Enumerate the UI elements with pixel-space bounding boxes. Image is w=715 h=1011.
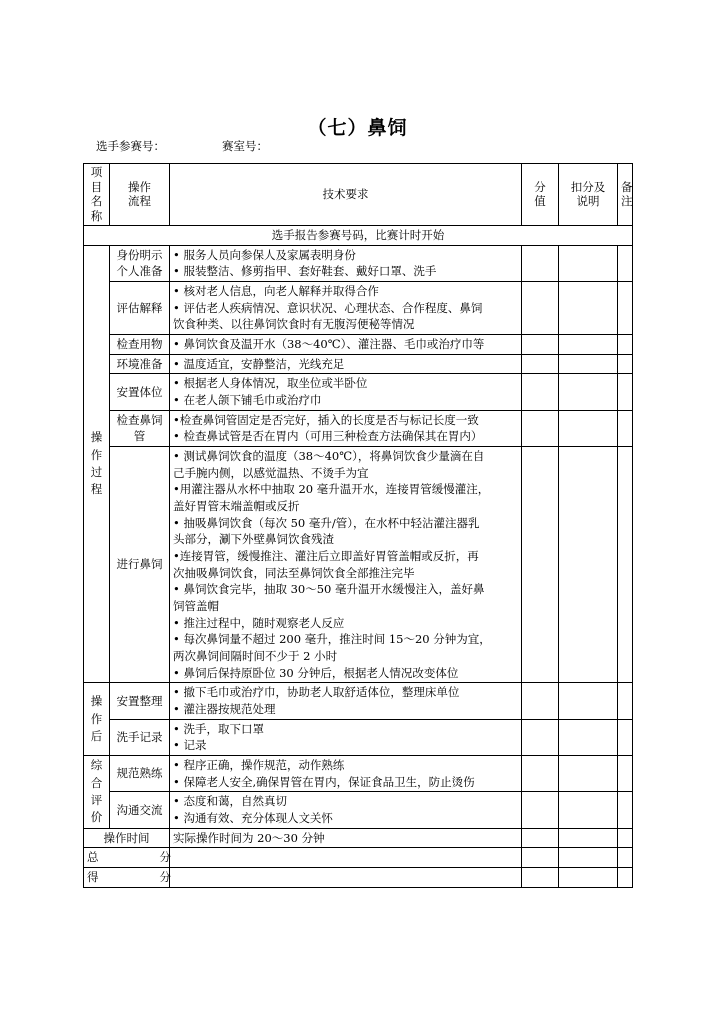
evaluation-table bbox=[83, 163, 633, 888]
remark-cell[interactable] bbox=[618, 868, 633, 888]
remark-cell[interactable] bbox=[618, 683, 633, 719]
score-cell[interactable] bbox=[522, 245, 559, 281]
remark-cell[interactable] bbox=[618, 374, 633, 410]
operation-time-label: 操作时间 bbox=[84, 828, 170, 848]
header-technical-requirements: 技术要求 bbox=[170, 164, 522, 226]
score-cell[interactable] bbox=[522, 868, 559, 888]
table-footer-row bbox=[84, 828, 633, 848]
remark-cell[interactable] bbox=[618, 410, 633, 446]
deduction-cell[interactable] bbox=[559, 334, 618, 354]
deduction-cell[interactable] bbox=[559, 756, 618, 792]
score-cell[interactable] bbox=[522, 719, 559, 755]
obtained-score-value[interactable] bbox=[170, 868, 522, 888]
requirement-cell: • 鼻饲饮食及温开水（38～40℃）、灌注器、毛巾或治疗巾等 bbox=[170, 334, 522, 354]
operation-time-value: 实际操作时间为 20～30 分钟 bbox=[170, 828, 522, 848]
remark-cell[interactable] bbox=[618, 848, 633, 868]
score-cell[interactable] bbox=[522, 410, 559, 446]
requirement-cell: • 态度和蔼，自然真切 • 沟通有效、充分体现人文关怀 bbox=[170, 792, 522, 828]
table-row bbox=[84, 792, 633, 828]
process-name: 沟通交流 bbox=[110, 792, 170, 828]
room-number-label: 赛室号： bbox=[222, 139, 268, 153]
requirement-cell: • 测试鼻饲饮食的温度（38～40℃），将鼻饲饮食少量滴在自 己手腕内侧，以感觉温热、不烫手为宜 •用灌注器从水杯中抽取 20 毫升温开水，连接胃管缓慢灌注， 盖好胃管末端盖帽或反折 • 抽吸鼻饲饮食（每次 50 毫升/管），在水杯中轻沾灌注器乳 头部分，涮下外壁鼻饲饮食残渣 •连接胃管，缓慢推注、灌注后立即盖好胃管盖帽或反折，再 次抽吸鼻饲饮食，同法至鼻饲饮食全部推注完毕 • 鼻饲饮食完毕，抽取 30～50 毫升温开水缓慢注入，盖好鼻 饲管盖帽 • 推注过程中，随时观察老人反应 • 每次鼻饲量不超过 200 毫升，推注时间 15～20 分钟为宜， 两次鼻饲间隔时间不少于 2 小时 • 鼻饲后保持原卧位 30 分钟后，根据老人情况改变体位 bbox=[170, 446, 522, 682]
requirement-cell: • 服务人员向参保人及家属表明身份 • 服装整洁、修剪指甲、套好鞋套、戴好口罩、洗手 bbox=[170, 245, 522, 281]
process-name: 检查用物 bbox=[110, 334, 170, 354]
player-number-label: 选手参赛号： bbox=[96, 139, 165, 153]
table-row bbox=[84, 756, 633, 792]
score-cell[interactable] bbox=[522, 683, 559, 719]
deduction-cell[interactable] bbox=[559, 245, 618, 281]
score-cell[interactable] bbox=[522, 756, 559, 792]
table-row bbox=[84, 410, 633, 446]
table-row bbox=[84, 245, 633, 281]
total-score-value[interactable] bbox=[170, 848, 522, 868]
banner-text: 选手报告参赛号码，比赛计时开始 bbox=[84, 225, 633, 245]
table-row bbox=[84, 683, 633, 719]
table-header-row bbox=[84, 164, 633, 226]
remark-cell[interactable] bbox=[618, 354, 633, 374]
remark-cell[interactable] bbox=[618, 245, 633, 281]
table-row bbox=[84, 374, 633, 410]
remark-cell[interactable] bbox=[618, 281, 633, 334]
process-name: 规范熟练 bbox=[110, 756, 170, 792]
score-cell[interactable] bbox=[522, 374, 559, 410]
deduction-cell[interactable] bbox=[559, 683, 618, 719]
deduction-cell[interactable] bbox=[559, 848, 618, 868]
group-operation-process: 操 作 过 程 bbox=[84, 245, 110, 683]
score-cell[interactable] bbox=[522, 446, 559, 682]
process-name: 进行鼻饲 bbox=[110, 446, 170, 682]
group-comprehensive-evaluation: 综 合 评 价 bbox=[84, 756, 110, 829]
header-project-name: 项目 名称 bbox=[84, 164, 110, 226]
remark-cell[interactable] bbox=[618, 756, 633, 792]
header-score-value: 分 值 bbox=[522, 164, 559, 226]
process-name: 洗手记录 bbox=[110, 719, 170, 755]
deduction-cell[interactable] bbox=[559, 828, 618, 848]
remark-cell[interactable] bbox=[618, 334, 633, 354]
process-name: 评估解释 bbox=[110, 281, 170, 334]
table-row bbox=[84, 334, 633, 354]
score-cell[interactable] bbox=[522, 354, 559, 374]
table-row bbox=[84, 446, 633, 682]
header-remark: 备 注 bbox=[618, 164, 633, 226]
deduction-cell[interactable] bbox=[559, 281, 618, 334]
deduction-cell[interactable] bbox=[559, 410, 618, 446]
score-cell[interactable] bbox=[522, 334, 559, 354]
process-name: 安置整理 bbox=[110, 683, 170, 719]
deduction-cell[interactable] bbox=[559, 446, 618, 682]
requirement-cell: • 洗手，取下口罩 • 记录 bbox=[170, 719, 522, 755]
table-banner-row bbox=[84, 225, 633, 245]
process-name: 检查鼻饲 管 bbox=[110, 410, 170, 446]
score-cell[interactable] bbox=[522, 828, 559, 848]
score-cell[interactable] bbox=[522, 792, 559, 828]
deduction-cell[interactable] bbox=[559, 868, 618, 888]
deduction-cell[interactable] bbox=[559, 719, 618, 755]
score-cell[interactable] bbox=[522, 281, 559, 334]
remark-cell[interactable] bbox=[618, 719, 633, 755]
table-row bbox=[84, 719, 633, 755]
group-after-operation: 操 作 后 bbox=[84, 683, 110, 756]
deduction-cell[interactable] bbox=[559, 354, 618, 374]
page-title: （七）鼻饲 bbox=[307, 117, 408, 139]
header-deduction-explanation: 扣分及 说明 bbox=[559, 164, 618, 226]
requirement-cell: • 根据老人身体情况，取坐位或半卧位 • 在老人颌下铺毛巾或治疗巾 bbox=[170, 374, 522, 410]
requirement-cell: •检查鼻饲管固定是否完好，插入的长度是否与标记长度一致 • 检查鼻试管是否在胃内（可用三种检查方法确保其在胃内） bbox=[170, 410, 522, 446]
process-name: 身份明示 个人准备 bbox=[110, 245, 170, 281]
table-row bbox=[84, 354, 633, 374]
deduction-cell[interactable] bbox=[559, 374, 618, 410]
table-footer-row bbox=[84, 868, 633, 888]
total-score-label: 总 分 bbox=[84, 848, 170, 868]
requirement-cell: • 核对老人信息，向老人解释并取得合作 • 评估老人疾病情况、意识状况、心理状态、合作程度、鼻饲 饮食种类、以往鼻饲饮食时有无腹泻便秘等情况 bbox=[170, 281, 522, 334]
requirement-cell: • 撤下毛巾或治疗巾，协助老人取舒适体位，整理床单位 • 灌注器按规范处理 bbox=[170, 683, 522, 719]
remark-cell[interactable] bbox=[618, 792, 633, 828]
process-name: 环境准备 bbox=[110, 354, 170, 374]
obtained-score-label: 得 分 bbox=[84, 868, 170, 888]
requirement-cell: • 程序正确，操作规范，动作熟练 • 保障老人安全,确保胃管在胃内，保证食品卫生，防止烫伤 bbox=[170, 756, 522, 792]
table-footer-row bbox=[84, 848, 633, 868]
header-operation-flow: 操作 流程 bbox=[110, 164, 170, 226]
score-cell[interactable] bbox=[522, 848, 559, 868]
remark-cell[interactable] bbox=[618, 828, 633, 848]
process-name: 安置体位 bbox=[110, 374, 170, 410]
requirement-cell: • 温度适宜，安静整洁，光线充足 bbox=[170, 354, 522, 374]
remark-cell[interactable] bbox=[618, 446, 633, 682]
deduction-cell[interactable] bbox=[559, 792, 618, 828]
table-row bbox=[84, 281, 633, 334]
